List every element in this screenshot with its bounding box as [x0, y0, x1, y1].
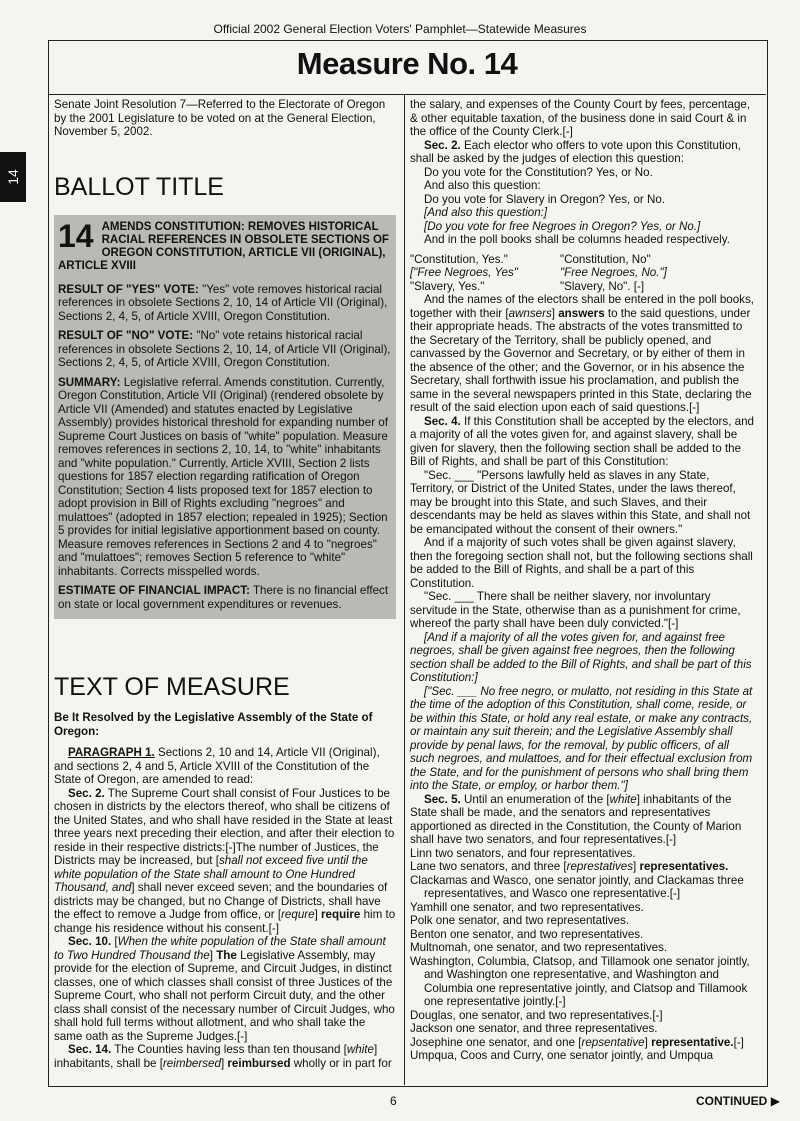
measure-caption: AMENDS CONSTITUTION: REMOVES HISTORICAL RACIAL REFERENCES IN OBSOLETE SECTIONS OF OREGON CONSTITUTION, ARTICLE VII (ORIGINAL), ARTICLE XVIII	[58, 220, 389, 272]
question-4: [And also this question:]	[424, 206, 548, 219]
majority-paragraph: And if a majority of such votes shall be given against slavery, then the foregoing section shall not, but the following sections shall be added to the Bill of Rights, and shall be a part of this Constitution.	[410, 536, 753, 590]
question-2: And also this question:	[424, 179, 541, 192]
title-bar	[48, 40, 766, 95]
left-column	[54, 98, 396, 1070]
slavery-section-quote: "Sec. ___ "Persons lawfully held as slaves in any State, Territory, or District of the United States, under the laws thereof, may be brought into this State, and such Slaves, and their descendants may be held as slaves within this State, and shall not be emancipated without the consent of their owners."	[410, 468, 751, 536]
question-1: Do you vote for the Constitution? Yes, or No.	[424, 165, 653, 179]
summary: SUMMARY: Legislative referral. Amends constitution. Currently, Oregon Constitution, Article VII (Original) (rendered obsolete by Article VII (Amended) and statutes enacted by Legislative Assembly) provides historical threshold for expanding number of Supreme Court Justices on basis of "white" population. Measure removes references in sections 2, 10, 14, to "white" inhabitants and "white population." Currently, Article XVIII, Section 2 lists questions for 1857 election regarding ratification of Oregon Constitution; Section 4 lists proposed text for 1857 election to adopt provision in Bill of Rights excluding "negroes" and mulattoes" (adopted in 1857 election; repealed in 1925); Section 5 provides for initial legislative apportionment based on county. Measure removes references in Sections 2 and 4 to "negroes" and "mulattoes"; removes Section 5 reference to "white" inhabitants. Corrects misspelled words.	[58, 375, 388, 578]
county-line: Polk one senator, and two representatives.	[410, 914, 630, 927]
question-6: And in the poll books shall be columns headed respectively.	[424, 233, 730, 246]
arrow-right-icon: ▶	[770, 1094, 780, 1108]
measure-number: 14	[58, 217, 94, 254]
county-line: Umpqua, Coos and Curry, one senator jointly, and Umpqua	[410, 1049, 714, 1062]
names-paragraph: And the names of the electors shall be entered in the poll books, together with their [awnsers] answers to the said questions, under their appropriate heads. The abstracts of the votes transmitted to the Secretary of the Territory, shall be publicly opened, and canvassed by the Governor and Secretary, or by either of them in the absence of the other; and the Governor, or in his absence the Secretary, shall forthwith issue his proclamation, and publish the same in the several newspapers printed in this State, declaring the result of the said election upon each of said questions.[-]	[410, 293, 754, 414]
servitude-section-quote: "Sec. ___ There shall be neither slavery, nor involuntary servitude in the State, otherwise than as a punishment for crime, whereof the party shall have been duly convicted."[-]	[410, 590, 741, 630]
article-18-section-5: Sec. 5. Until an enumeration of the [white] inhabitants of the State shall be made, and the senators and representatives apportioned as directed in the Constitution, the County of Marion shall have two senators, and four representatives.[-]	[410, 792, 742, 846]
question-5: [Do you vote for free Negroes in Oregon? Yes, or No.]	[424, 219, 701, 233]
question-3: Do you vote for Slavery in Oregon? Yes, or No.	[424, 192, 666, 206]
right-column	[410, 98, 756, 1063]
intro-text: Senate Joint Resolution 7—Referred to the Electorate of Oregon by the 2001 Legislature to be voted on at the General Election, November 5, 2002.	[54, 98, 386, 138]
article-18-section-4: Sec. 4. If this Constitution shall be accepted by the electors, and a majority of all the votes given for, and against slavery, shall be given for slavery, then the following section shall be added to the Bill of Rights, and shall be part of this Constitution:	[410, 414, 754, 468]
county-line: Yamhill one senator, and two representatives.	[410, 900, 644, 914]
page-number: 6	[390, 1094, 397, 1108]
text-of-measure-heading: TEXT OF MEASURE	[54, 673, 290, 701]
pamphlet-header: Official 2002 General Election Voters' Pamphlet—Statewide Measures	[213, 22, 587, 36]
section-2: Sec. 2. The Supreme Court shall consist of Four Justices to be chosen in districts by the electors thereof, who shall be citizens of the United States, and who shall have resided in the State at least three years next preceding their election, and after their election to reside in their respective districts:[-]The number of Justices, the Districts may be increased, but [shall not exceed five until the white population of the State shall amount to One Hundred Thousand, and] shall never exceed seven; and the boundaries of districts may be changed, but no Change of Districts, shall have the effect to remove a Judge from office, or [requre] require him to change his residence without his consent.[-]	[54, 786, 396, 935]
county-line: Clackamas and Wasco, one senator jointly, and Clackamas three representatives, and Wasco one representative.[-]	[410, 873, 744, 900]
poll-row: "Slavery, Yes." "Slavery, No". [-]	[410, 279, 645, 293]
side-tab: 14	[0, 152, 26, 202]
poll-columns	[410, 253, 756, 294]
continued-text: the salary, and expenses of the County Court by fees, percentage, & other equitable taxation, of the business done in said Court & in the office of the County Clerk.[-]	[410, 98, 751, 138]
column-divider	[404, 95, 405, 1085]
yes-vote-result: RESULT OF "YES" VOTE: "Yes" vote removes historical racial references in obsolete Sections 2, 10, 14 of Article VII (Original), Sections 2, 4, 5, of Article XVIII, Oregon Constitution.	[58, 282, 388, 323]
free-negroes-paragraph: [And if a majority of all the votes given for, and against free negroes, shall be given against free negroes, then the following section shall be added to the Bill of Rights, and shall be part of this Constitution:]	[410, 630, 752, 684]
poll-row: "Constitution, Yes." "Constitution, No"	[410, 252, 651, 266]
financial-impact: ESTIMATE OF FINANCIAL IMPACT: There is no financial effect on state or local government expenditures or revenues.	[58, 584, 389, 611]
continued-label: CONTINUED ▶	[696, 1094, 780, 1108]
ballot-title-box	[54, 215, 396, 620]
article-18-section-2: Sec. 2. Each elector who offers to vote upon this Constitution, shall be asked by the judges of election this question:	[410, 138, 741, 165]
county-line: Jackson one senator, and three representatives.	[410, 1022, 658, 1035]
county-line: Douglas, one senator, and two representatives.[-]	[410, 1008, 663, 1022]
ballot-title-heading: BALLOT TITLE	[54, 172, 224, 201]
no-vote-result: RESULT OF "NO" VOTE: "No" vote retains historical racial references in obsolete Sections 2, 10, 14, of Article VII (Original), Sections 2, 4, 5, of Article XVIII, Oregon Constitution.	[58, 329, 391, 369]
county-line: Washington, Columbia, Clatsop, and Tillamook one senator jointly, and Washington one representative, and Washington and Columbia one representative jointly, and Clatsop and Tillamook one representative jointly.[-]	[410, 954, 750, 1008]
county-line: Lane two senators, and three [represtatives] representatives.	[410, 860, 729, 873]
paragraph-1: PARAGRAPH 1. Sections 2, 10 and 14, Article VII (Original), and sections 2, 4 and 5, Article XVIII of the Constitution of the State of Oregon, are amended to read:	[54, 746, 380, 786]
resolved-clause: Be It Resolved by the Legislative Assembly of the State of Oregon:	[54, 711, 373, 738]
section-14: Sec. 14. The Counties having less than ten thousand [white] inhabitants, shall be [reimbersed] reimbursed wholly or in part for	[54, 1043, 392, 1070]
county-line: Benton one senator, and two representatives.	[410, 927, 644, 941]
measure-title: Measure No. 14	[296, 46, 518, 81]
county-line: Linn two senators, and four representatives.	[410, 846, 636, 860]
free-negroes-section: ["Sec. ___ No free negro, or mulatto, not residing in this State at the time of the adoption of this Constitution, shall come, reside, or be within this State, or hold any real estate, or make any contracts, or maintain any suit therein; and the Legislative Assembly shall provide by penal laws, for the removal, by public officers, of all such negroes, and mulattoes, and for their effectual exclusion from the State, and for the punishment of persons who shall bring them into the State, or employ, or harbor them."]	[410, 684, 753, 792]
section-10: Sec. 10. [When the white population of the State shall amount to Two Hundred Thousand the] The Legislative Assembly, may provide for the election of Supreme, and Circuit Judges, in distinct classes, one of which classes shall consist of three Justices of the Supreme Court, who shall not perform Circuit duty, and the other class shall consist of the necessary number of Circuit Judges, who shall hold full terms without allotment, and who shall take the same oath as the Supreme Judges.[-]	[54, 935, 395, 1043]
poll-row: ["Free Negroes, Yes" "Free Negroes, No."]	[410, 266, 667, 279]
county-line: Multnomah, one senator, and two representatives.	[410, 941, 668, 954]
county-line: Josephine one senator, and one [repsentative] representative.[-]	[410, 1035, 744, 1049]
